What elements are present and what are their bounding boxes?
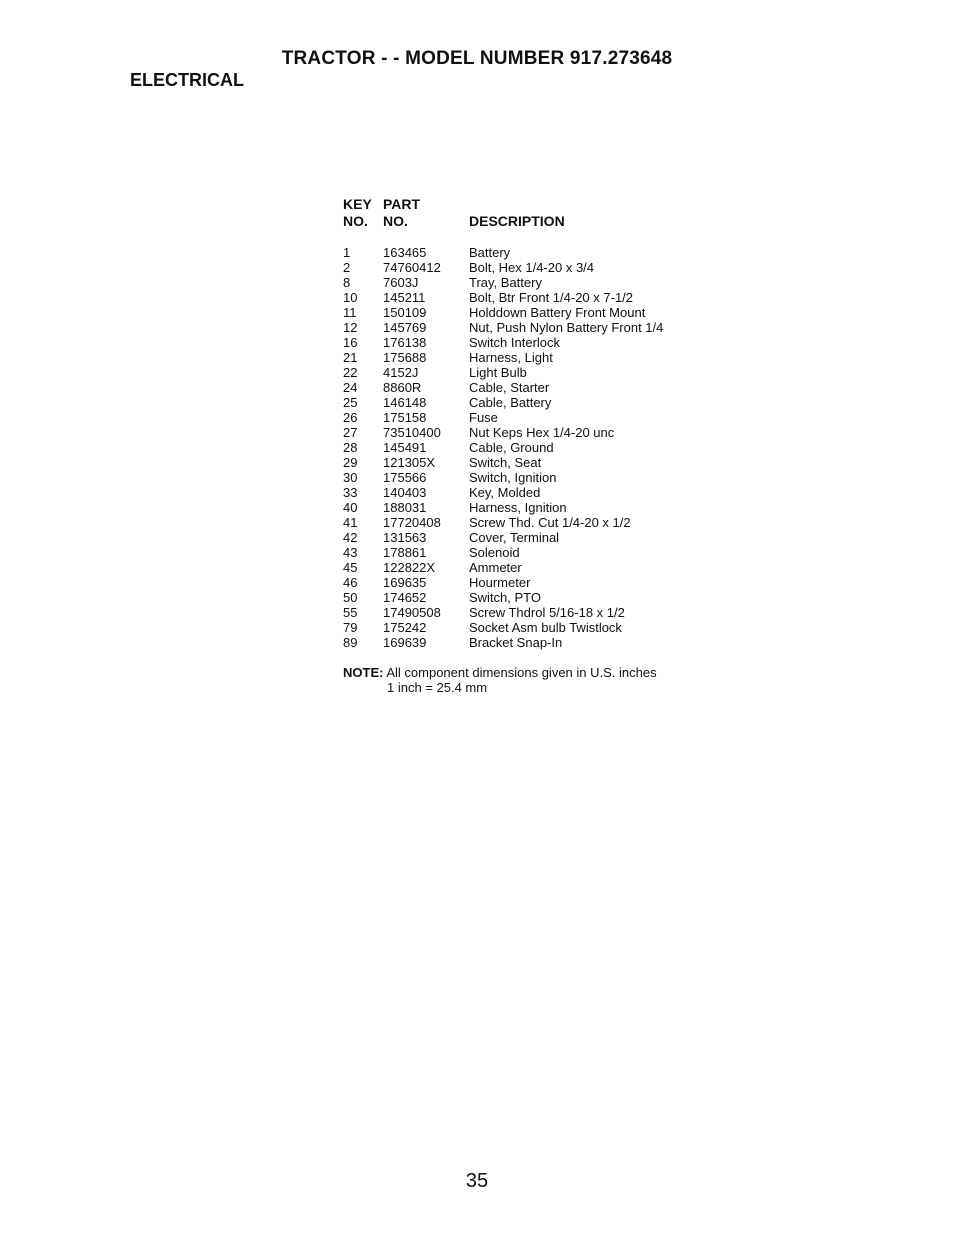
part-number: 146148 [383,395,427,410]
page-number: 35 [465,1170,489,1192]
part-description: Cable, Starter [469,380,550,395]
key-number: 41 [343,515,358,530]
part-number: 17490508 [383,605,441,620]
key-number: 26 [343,410,358,425]
note-line1 [343,665,657,680]
key-number: 8 [343,275,351,290]
part-number: 74760412 [383,260,441,275]
key-number: 21 [343,350,358,365]
part-number: 150109 [383,305,427,320]
part-number: 175158 [383,410,427,425]
part-number: 4152J [383,365,419,380]
part-column-header-line1: PART [383,196,421,212]
key-number: 22 [343,365,358,380]
key-number: 11 [343,305,357,320]
key-number: 27 [343,425,358,440]
part-description: Solenoid [469,545,520,560]
key-number: 79 [343,620,358,635]
note [343,665,657,695]
part-number: 175566 [383,470,427,485]
part-number: 176138 [383,335,427,350]
part-number: 145211 [383,290,426,305]
part-description: Battery [469,245,511,260]
part-description: Switch, PTO [469,590,542,605]
part-number: 73510400 [383,425,441,440]
part-number: 188031 [383,500,427,515]
part-description: Tray, Battery [469,275,542,290]
note-line2: 1 inch = 25.4 mm [387,680,488,695]
part-description: Cable, Battery [469,395,552,410]
part-description: Bolt, Btr Front 1/4-20 x 7-1/2 [469,290,634,305]
part-description: Screw Thdrol 5/16-18 x 1/2 [469,605,625,620]
key-number: 42 [343,530,358,545]
part-description: Harness, Light [469,350,553,365]
part-description: Ammeter [469,560,522,575]
part-description: Cable, Ground [469,440,554,455]
key-number: 1 [343,245,351,260]
part-number: 145769 [383,320,427,335]
key-number: 2 [343,260,351,275]
part-number: 169635 [383,575,427,590]
part-description: Light Bulb [469,365,527,380]
part-description: Nut, Push Nylon Battery Front 1/4 [469,320,664,335]
part-description: Key, Molded [469,485,541,500]
part-number: 122822X [383,560,436,575]
key-number: 89 [343,635,358,650]
part-number: 178861 [383,545,427,560]
key-number: 12 [343,320,358,335]
key-number: 50 [343,590,358,605]
note-label: NOTE: [343,665,384,680]
key-number: 46 [343,575,358,590]
key-number: 40 [343,500,358,515]
part-description: Fuse [469,410,498,425]
key-column-header-line1: KEY [343,196,372,212]
part-description: Bracket Snap-In [469,635,563,650]
part-number: 163465 [383,245,427,260]
part-description: Switch, Seat [469,455,542,470]
key-number: 24 [343,380,358,395]
part-description: Socket Asm bulb Twistlock [469,620,622,635]
part-number: 175688 [383,350,427,365]
key-number: 45 [343,560,358,575]
part-description: Cover, Terminal [469,530,560,545]
key-column-header-line2: NO. [343,213,368,229]
description-column-header: DESCRIPTION [469,213,565,229]
part-number: 7603J [383,275,419,290]
key-number: 28 [343,440,358,455]
note-text: All component dimensions given in U.S. inches [383,665,657,680]
part-number: 121305X [383,455,436,470]
part-number: 175242 [383,620,427,635]
key-number: 33 [343,485,358,500]
key-number: 30 [343,470,358,485]
key-number: 43 [343,545,358,560]
key-number: 25 [343,395,358,410]
part-number: 8860R [383,380,422,395]
part-number: 145491 [383,440,427,455]
part-number: 17720408 [383,515,441,530]
part-description: Nut Keps Hex 1/4-20 unc [469,425,615,440]
key-number: 10 [343,290,358,305]
key-number: 29 [343,455,358,470]
key-number: 55 [343,605,358,620]
section-title: ELECTRICAL [130,70,244,90]
part-number: 131563 [383,530,427,545]
part-description: Holddown Battery Front Mount [469,305,646,320]
part-description: Switch Interlock [469,335,561,350]
part-column-header-line2: NO. [383,213,408,229]
part-description: Hourmeter [469,575,531,590]
part-number: 140403 [383,485,427,500]
part-description: Screw Thd. Cut 1/4-20 x 1/2 [469,515,631,530]
page-title: TRACTOR - - MODEL NUMBER 917.273648 [281,48,673,69]
part-number: 169639 [383,635,427,650]
key-number: 16 [343,335,358,350]
part-description: Switch, Ignition [469,470,557,485]
part-description: Harness, Ignition [469,500,567,515]
part-number: 174652 [383,590,427,605]
part-description: Bolt, Hex 1/4-20 x 3/4 [469,260,595,275]
